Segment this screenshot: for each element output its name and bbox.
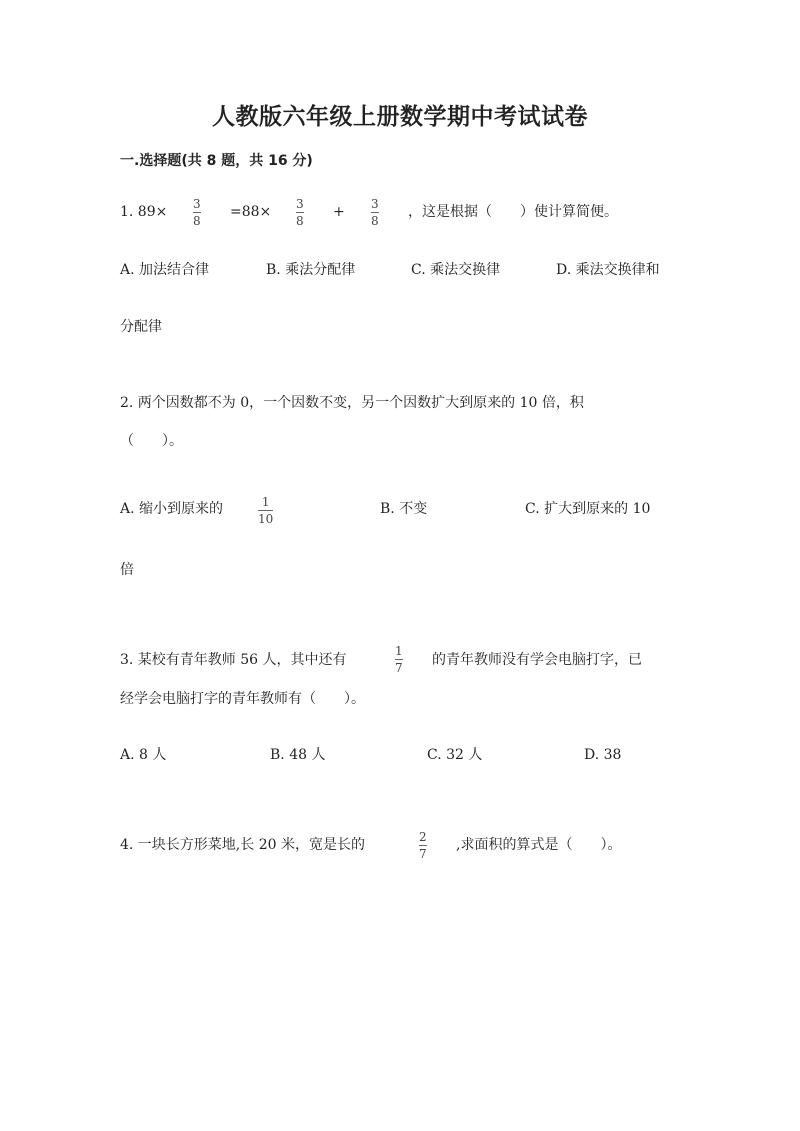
q2-option-a-fraction [258,495,273,526]
fraction-denominator: 7 [419,847,427,861]
q1-fraction-1 [193,197,201,228]
q1-suffix: ，这是根据（ ）使计算简便。 [408,204,618,220]
q3-option-b[interactable]: B. 48 人 [270,747,326,763]
q1-option-a[interactable]: A. 加法结合律 [120,262,210,278]
q1-prefix: 1. 89× [120,204,168,220]
fraction-numerator: 2 [419,830,427,844]
q1-option-b[interactable]: B. 乘法分配律 [266,262,356,278]
q1-fraction-3 [371,197,379,228]
fraction-denominator: 8 [193,214,201,228]
q1-option-d-wrap: 分配律 [120,319,162,335]
q1-plus: + [333,204,345,220]
q3-option-d[interactable]: D. 38 [584,747,622,763]
fraction-bar [296,212,304,213]
q3-fraction [395,644,403,675]
section-heading: 一.选择题(共 8 题，共 16 分) [120,153,313,169]
q4-fraction [419,830,427,861]
q1-option-c[interactable]: C. 乘法交换律 [411,262,501,278]
q1-fraction-2 [296,197,304,228]
fraction-bar [395,659,403,660]
fraction-bar [193,212,201,213]
q4-suffix: ,求面积的算式是（ ）。 [456,837,622,853]
q2-line-1: 2. 两个因数都不为 0，一个因数不变，另一个因数扩大到原来的 10 倍，积 [120,395,584,411]
fraction-denominator: 10 [258,512,274,526]
q3-prefix: 3. 某校有青年教师 56 人，其中还有 [120,652,347,668]
q2-line-2: （ ）。 [120,433,183,449]
q1-option-d[interactable]: D. 乘法交换律和 [556,262,660,278]
fraction-numerator: 1 [261,495,270,509]
fraction-numerator: 3 [193,197,201,211]
fraction-denominator: 7 [395,661,403,675]
fraction-bar [258,510,273,511]
q2-option-a[interactable]: A. 缩小到原来的 [120,501,224,517]
fraction-denominator: 8 [296,214,304,228]
fraction-bar [419,845,427,846]
fraction-numerator: 3 [296,197,304,211]
page-title: 人教版六年级上册数学期中考试试卷 [212,104,588,130]
q4-prefix: 4. 一块长方形菜地,长 20 米，宽是长的 [120,837,365,853]
fraction-numerator: 3 [371,197,379,211]
fraction-bar [371,212,379,213]
q2-option-c[interactable]: C. 扩大到原来的 10 [525,501,651,517]
q3-suffix: 的青年教师没有学会电脑打字，已 [432,652,642,668]
q2-option-b[interactable]: B. 不变 [380,501,428,517]
q3-option-a[interactable]: A. 8 人 [120,747,167,763]
q2-option-c-wrap: 倍 [120,562,134,578]
q3-line-2: 经学会电脑打字的青年教师有（ ）。 [120,691,365,707]
fraction-denominator: 8 [371,214,379,228]
fraction-numerator: 1 [395,644,403,658]
q3-option-c[interactable]: C. 32 人 [427,747,483,763]
q1-mid: =88× [230,204,272,220]
